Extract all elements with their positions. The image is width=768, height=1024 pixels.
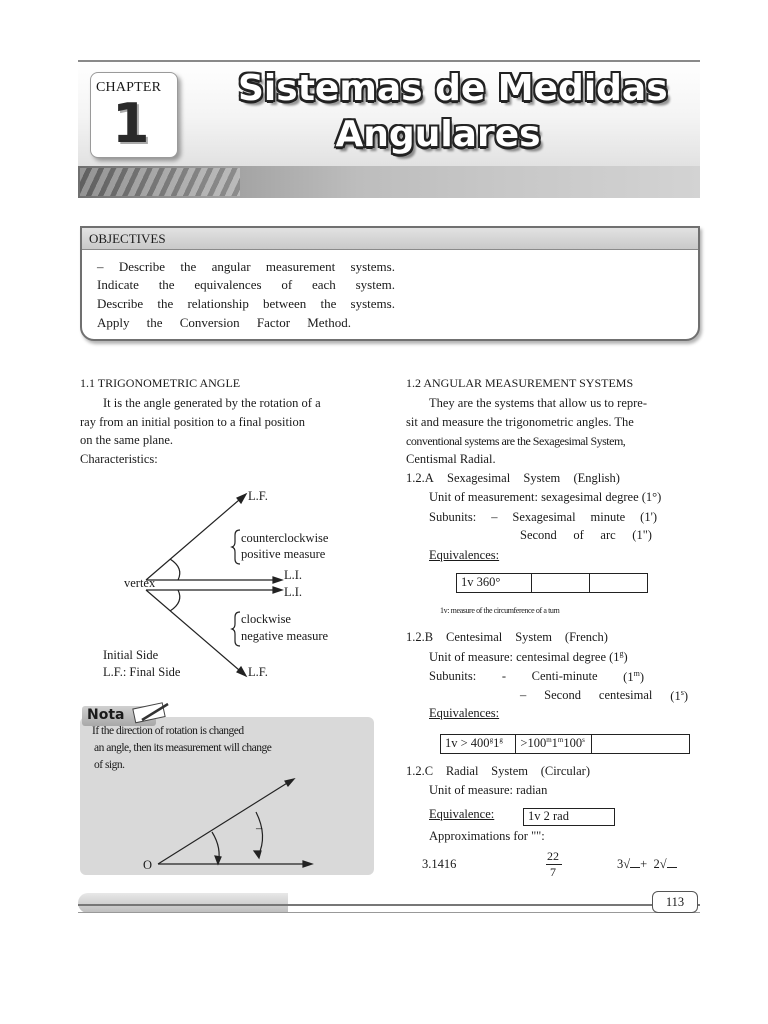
nota-line: If the direction of rotation is changed bbox=[92, 725, 244, 737]
label-final-side: L.F.: Final Side bbox=[103, 665, 181, 679]
label-lf-bottom: L.F. bbox=[248, 665, 268, 679]
nota-line: of sign. bbox=[94, 759, 125, 771]
nota-label: Nota bbox=[82, 706, 156, 726]
table-cell: $1v > 400^g1^g$ bbox=[441, 735, 516, 753]
label-clockwise: clockwise bbox=[241, 612, 291, 626]
section-1-2-heading: 1.2 ANGULAR MEASUREMENT SYSTEMS bbox=[406, 376, 634, 390]
chapter-title-line2: Angulares bbox=[335, 114, 541, 155]
brace-bottom bbox=[232, 612, 240, 646]
pencil-note-icon bbox=[128, 700, 174, 724]
rotation-angle-diagram bbox=[150, 776, 320, 872]
final-side-ray-bottom bbox=[146, 590, 246, 676]
cw-arc bbox=[170, 590, 180, 611]
paragraph-line: Centismal Radial. bbox=[406, 452, 496, 466]
subsection-1-2-a-heading: 1.2.A Sexagesimal System (English) bbox=[406, 471, 620, 485]
objectives-title: OBJECTIVES bbox=[89, 231, 166, 246]
label-counterclockwise: counterclockwise bbox=[241, 531, 329, 545]
paragraph-line: It is the angle generated by the rotation of a bbox=[103, 396, 321, 410]
origin-label: O bbox=[143, 858, 153, 872]
header-strip-art bbox=[80, 168, 240, 196]
objective-line: Apply the Conversion Factor Method. bbox=[97, 315, 351, 330]
table-cell: 1v 2 rad bbox=[528, 809, 569, 823]
equivalence-label: Equivalence: bbox=[429, 807, 495, 821]
subunits-line: – Second centesimal (1$^s$) bbox=[520, 688, 688, 704]
footer-rule bbox=[78, 904, 700, 906]
sexagesimal-equivalence-table bbox=[456, 573, 648, 593]
equivalences-label: Equivalences: bbox=[429, 548, 500, 562]
table-cell: $>100^m1^m100^s$ bbox=[516, 735, 591, 753]
objective-line: – Describe the angular measurement systems. bbox=[97, 259, 395, 274]
subunits-line: Subunits: - Centi-minute (1$^m$) bbox=[429, 669, 644, 685]
paragraph-line: ray from an initial position to a final position bbox=[80, 415, 305, 429]
subunits-line: Second of arc (1") bbox=[520, 528, 652, 542]
unit-line: Unit of measure: centesimal degree (1$^g$) bbox=[429, 649, 628, 665]
paragraph-line: conventional systems are the Sexagesimal System, bbox=[406, 434, 626, 448]
ccw-arc bbox=[170, 559, 180, 580]
approximations-label: Approximations for "": bbox=[429, 829, 545, 843]
table-cell bbox=[590, 574, 647, 592]
footer-bar bbox=[78, 893, 288, 913]
paragraph-line: They are the systems that allow us to repre- bbox=[429, 396, 647, 410]
equivalences-label: Equivalences: bbox=[429, 706, 500, 720]
chapter-label: CHAPTER bbox=[96, 80, 162, 95]
label-li-upper: L.I. bbox=[284, 568, 303, 582]
table-cell bbox=[592, 735, 689, 753]
paragraph-line: on the same plane. bbox=[80, 433, 174, 447]
brace-top bbox=[232, 530, 240, 564]
unit-line: Unit of measure: radian bbox=[429, 783, 548, 797]
approximation-2-numerator: 22 bbox=[547, 849, 559, 863]
minus-theta-label: – bbox=[256, 821, 263, 835]
label-vertex: vertex bbox=[124, 576, 156, 590]
objectives-header bbox=[82, 228, 698, 250]
table-footnote: 1v: measure of the circumference of a turn bbox=[440, 606, 560, 615]
centesimal-equivalence-table bbox=[440, 734, 690, 754]
subsection-1-2-c-heading: 1.2.C Radial System (Circular) bbox=[406, 764, 590, 778]
page-number: 113 bbox=[652, 891, 698, 913]
paragraph-line: sit and measure the trigonometric angles. The bbox=[406, 415, 634, 429]
arrow-head bbox=[237, 494, 246, 503]
label-lf-top: L.F. bbox=[248, 489, 268, 503]
table-cell: 1v 360° bbox=[457, 574, 532, 592]
chapter-number: 1 bbox=[112, 92, 150, 155]
approximation-1: 3.1416 bbox=[422, 857, 457, 871]
paragraph-line: Characteristics: bbox=[80, 452, 158, 466]
section-1-1-heading: 1.1 TRIGONOMETRIC ANGLE bbox=[80, 376, 241, 390]
subsection-1-2-b-heading: 1.2.B Centesimal System (French) bbox=[406, 630, 608, 644]
label-li-lower: L.I. bbox=[284, 585, 303, 599]
nota-line: an angle, then its measurement will change bbox=[94, 742, 272, 754]
approximation-3: 3√ + 2√ bbox=[617, 857, 677, 872]
chapter-title-line1: Sistemas de Medidas bbox=[238, 68, 668, 109]
label-negative-measure: negative measure bbox=[241, 629, 329, 643]
final-side-ray-top bbox=[146, 494, 246, 580]
radial-equivalence-table bbox=[523, 808, 615, 826]
table-cell bbox=[532, 574, 589, 592]
approximation-2-denominator: 7 bbox=[550, 865, 556, 879]
label-initial-side: Initial Side bbox=[103, 648, 159, 662]
footer-rule bbox=[78, 912, 700, 913]
label-positive-measure: positive measure bbox=[241, 547, 326, 561]
objective-line: Describe the relationship between the systems. bbox=[97, 296, 395, 311]
unit-line: Unit of measurement: sexagesimal degree (1°) bbox=[429, 490, 662, 504]
objective-line: Indicate the equivalences of each system. bbox=[97, 277, 395, 292]
subunits-line: Subunits: – Sexagesimal minute (1') bbox=[429, 510, 657, 524]
